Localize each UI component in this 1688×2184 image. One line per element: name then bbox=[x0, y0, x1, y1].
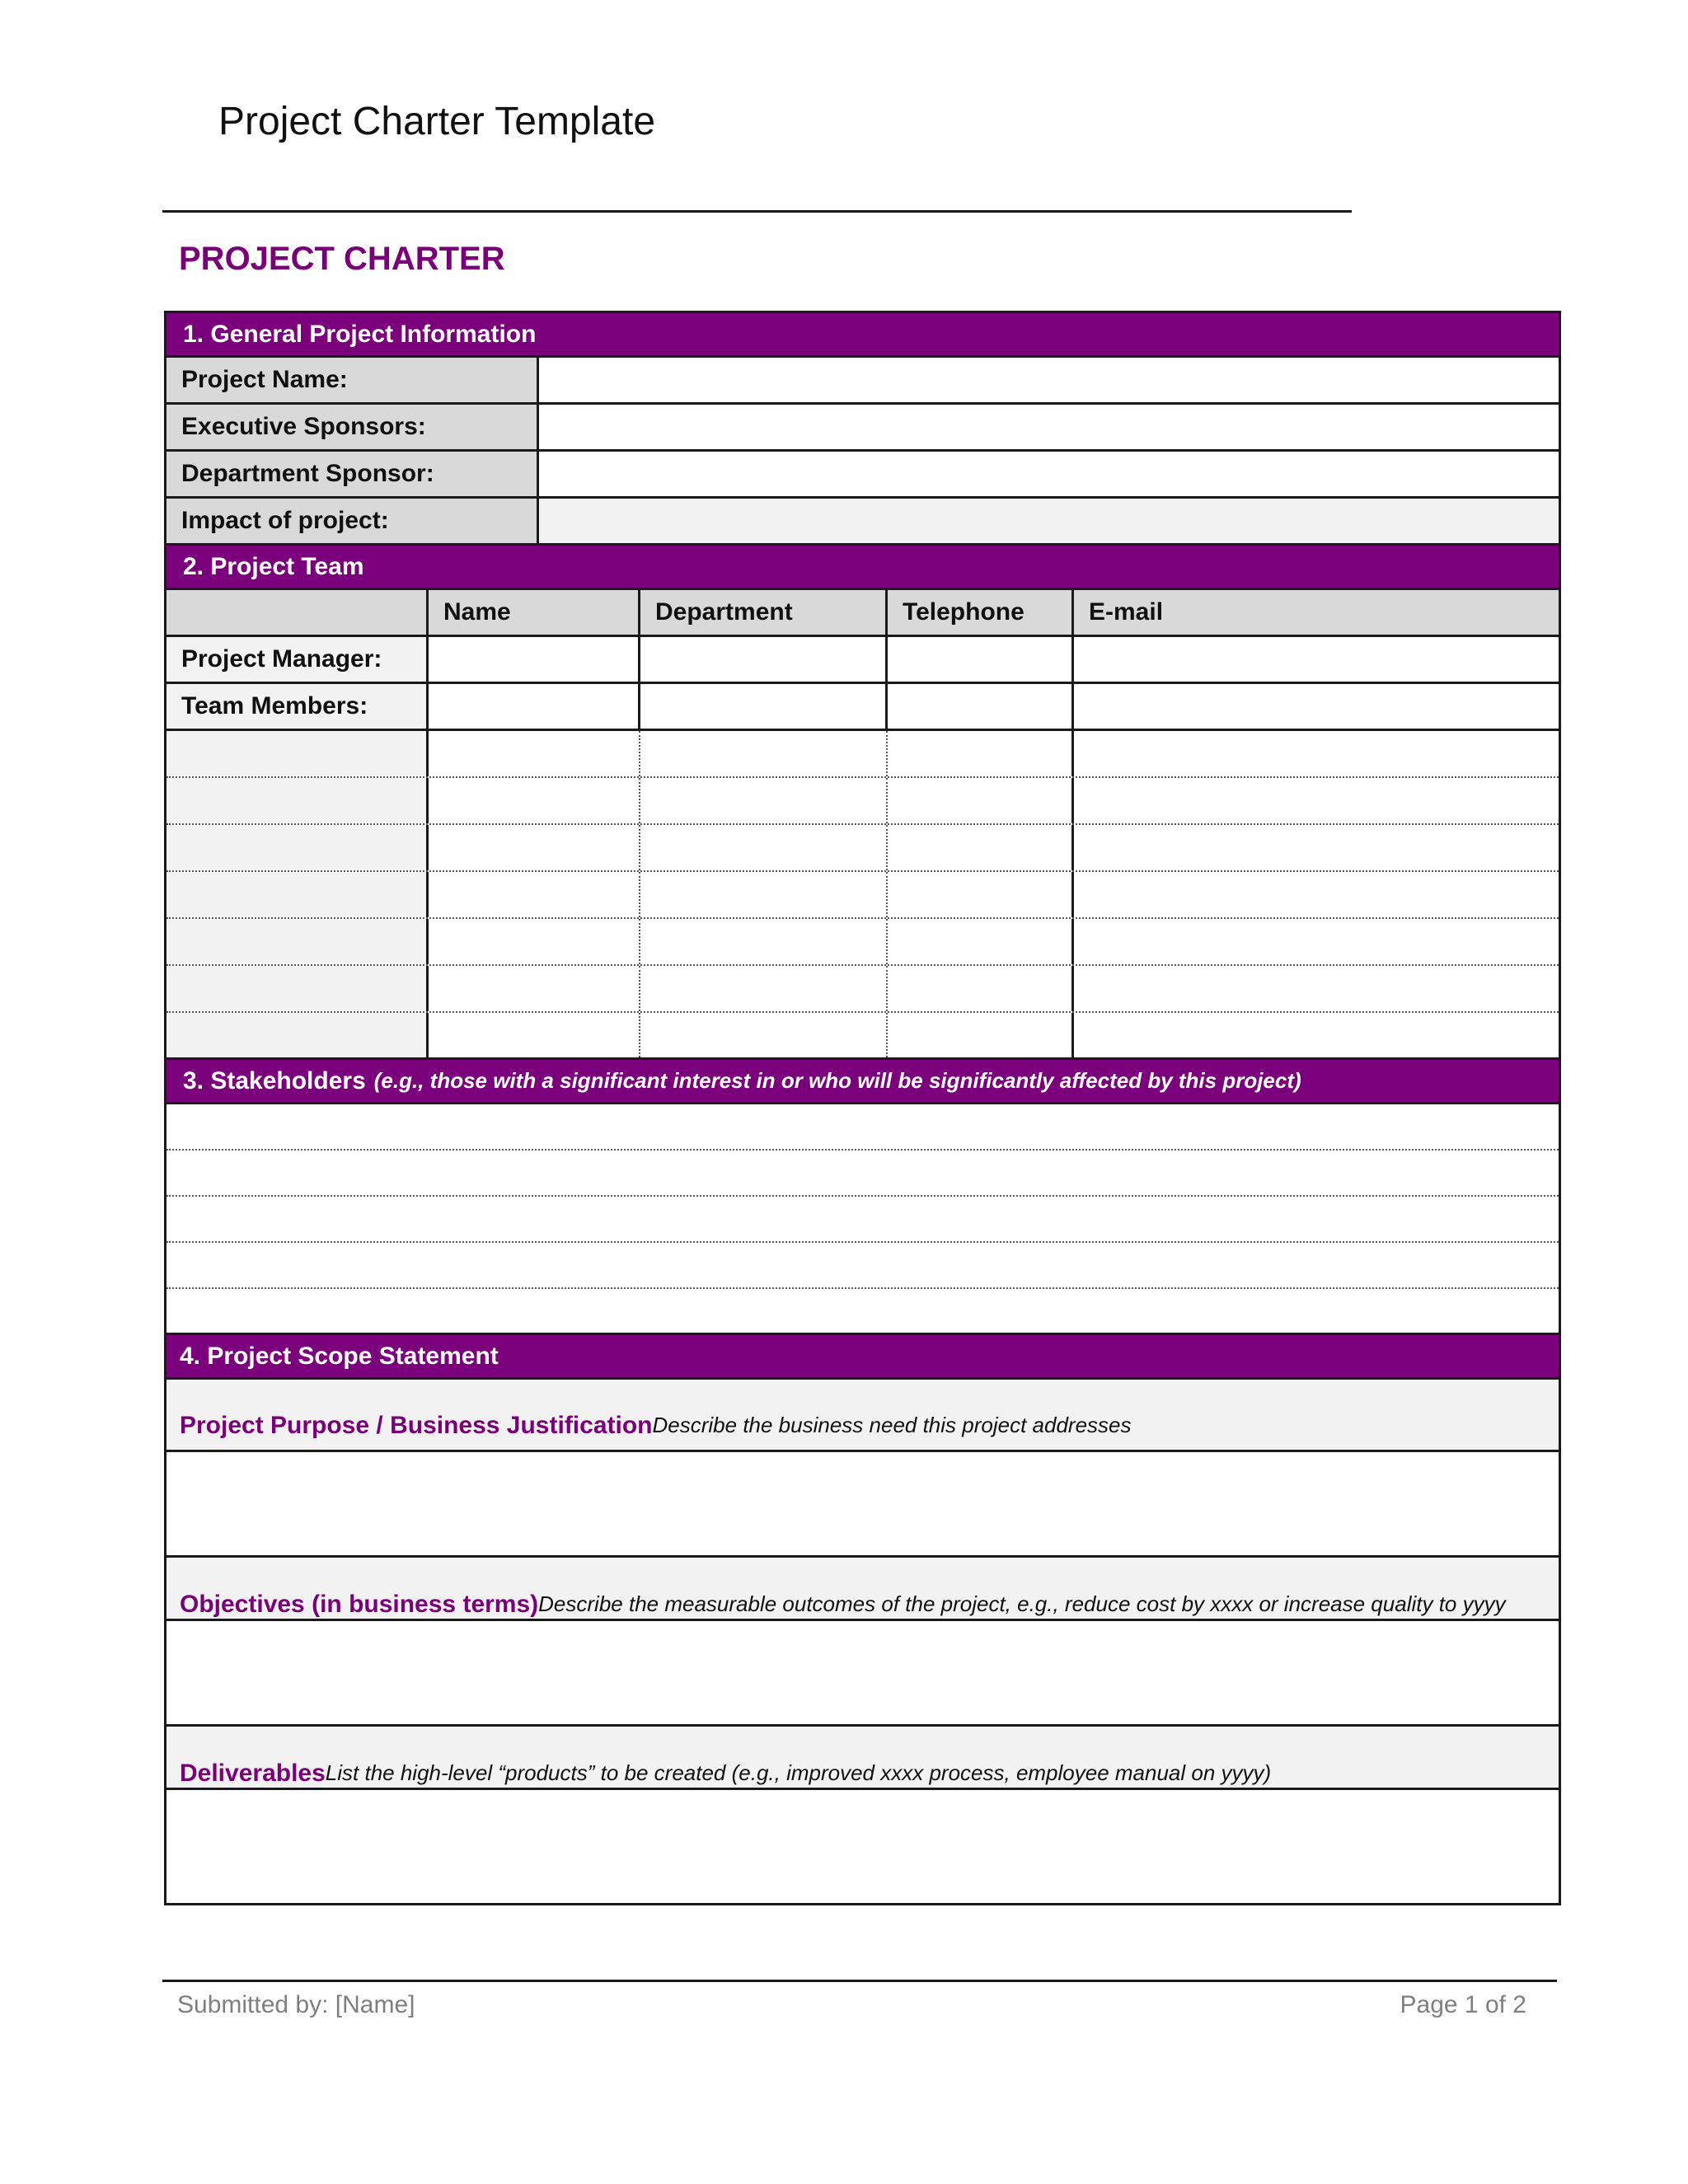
table-cell[interactable] bbox=[640, 684, 888, 729]
charter-heading: PROJECT CHARTER bbox=[179, 241, 505, 277]
impact-label: Impact of project: bbox=[166, 499, 539, 543]
executive-sponsors-field[interactable] bbox=[539, 405, 1559, 449]
impact-field[interactable] bbox=[539, 499, 1559, 543]
table-cell[interactable] bbox=[888, 731, 1074, 776]
title-divider bbox=[162, 210, 1352, 213]
team-col-name: Name bbox=[429, 590, 640, 635]
deliverables-label: Deliverables bbox=[180, 1760, 326, 1787]
stakeholder-row[interactable] bbox=[166, 1151, 1559, 1197]
table-cell[interactable] bbox=[1074, 1013, 1559, 1057]
table-cell[interactable] bbox=[888, 778, 1074, 823]
stakeholder-row[interactable] bbox=[166, 1104, 1559, 1151]
table-cell[interactable] bbox=[1074, 731, 1559, 776]
table-row bbox=[166, 825, 1559, 872]
table-cell[interactable] bbox=[429, 731, 640, 776]
table-row bbox=[166, 872, 1559, 919]
section-general-title: 1. General Project Information bbox=[183, 320, 537, 348]
section-general-header bbox=[166, 313, 1559, 358]
table-row bbox=[166, 778, 1559, 825]
table-cell[interactable] bbox=[640, 825, 888, 870]
table-cell[interactable] bbox=[888, 919, 1074, 964]
info-row-executive-sponsors bbox=[166, 405, 1559, 452]
table-cell[interactable] bbox=[1074, 966, 1559, 1011]
table-cell[interactable] bbox=[640, 731, 888, 776]
table-cell[interactable] bbox=[888, 825, 1074, 870]
table-row bbox=[166, 966, 1559, 1013]
table-cell[interactable] bbox=[640, 966, 888, 1011]
objectives-label: Objectives (in business terms) bbox=[180, 1591, 539, 1618]
table-cell[interactable] bbox=[166, 966, 429, 1011]
deliverables-description: List the high-level “products” to be created (e.g., improved xxxx process, employee manual on yyyy) bbox=[325, 1760, 1272, 1785]
section-stakeholders-note: (e.g., those with a significant interest in or who will be significantly affected by this project) bbox=[373, 1068, 1301, 1093]
table-cell[interactable] bbox=[888, 1013, 1074, 1057]
stakeholder-row[interactable] bbox=[166, 1197, 1559, 1243]
stakeholder-row[interactable] bbox=[166, 1289, 1559, 1335]
table-cell[interactable] bbox=[640, 637, 888, 682]
table-cell[interactable] bbox=[166, 872, 429, 917]
deliverables-field[interactable] bbox=[166, 1790, 1559, 1905]
project-name-field[interactable] bbox=[539, 358, 1559, 402]
objectives-description: Describe the measurable outcomes of the project, e.g., reduce cost by xxxx or increase quality to yyyy bbox=[538, 1591, 1506, 1616]
table-cell[interactable] bbox=[166, 778, 429, 823]
submitted-by: Submitted by: [Name] bbox=[177, 1991, 415, 2018]
objectives-field[interactable] bbox=[166, 1621, 1559, 1727]
info-row-project-name bbox=[166, 358, 1559, 405]
team-header-row bbox=[166, 590, 1559, 637]
table-cell[interactable] bbox=[888, 872, 1074, 917]
table-cell[interactable] bbox=[166, 825, 429, 870]
table-cell[interactable] bbox=[640, 872, 888, 917]
table-row bbox=[166, 1013, 1559, 1060]
team-row-members bbox=[166, 684, 1559, 731]
purpose-description: Describe the business need this project addresses bbox=[652, 1413, 1132, 1437]
table-cell[interactable] bbox=[640, 919, 888, 964]
table-cell[interactable] bbox=[640, 778, 888, 823]
department-sponsor-field[interactable] bbox=[539, 452, 1559, 496]
table-cell[interactable] bbox=[166, 731, 429, 776]
section-team-title: 2. Project Team bbox=[183, 552, 364, 580]
page-number: Page 1 of 2 bbox=[1400, 1991, 1526, 2018]
table-cell[interactable] bbox=[888, 637, 1074, 682]
team-col-telephone: Telephone bbox=[888, 590, 1074, 635]
deliverables-label-row bbox=[166, 1727, 1559, 1790]
section-scope-header bbox=[166, 1335, 1559, 1380]
table-row bbox=[166, 731, 1559, 778]
table-cell[interactable] bbox=[1074, 684, 1559, 729]
executive-sponsors-label: Executive Sponsors: bbox=[166, 405, 539, 449]
table-cell[interactable] bbox=[429, 1013, 640, 1057]
table-cell[interactable] bbox=[429, 919, 640, 964]
stakeholder-row[interactable] bbox=[166, 1243, 1559, 1289]
section-stakeholders-title: 3. Stakeholders bbox=[183, 1066, 366, 1094]
section-scope-title: 4. Project Scope Statement bbox=[180, 1342, 499, 1370]
team-members-label: Team Members: bbox=[166, 684, 429, 729]
table-cell[interactable] bbox=[429, 778, 640, 823]
document-title: Project Charter Template bbox=[218, 100, 656, 143]
table-cell[interactable] bbox=[166, 919, 429, 964]
table-cell[interactable] bbox=[429, 637, 640, 682]
table-cell[interactable] bbox=[429, 825, 640, 870]
project-name-label: Project Name: bbox=[166, 358, 539, 402]
section-team-header bbox=[166, 546, 1559, 590]
table-cell[interactable] bbox=[888, 966, 1074, 1011]
info-row-department-sponsor bbox=[166, 452, 1559, 499]
table-cell[interactable] bbox=[640, 1013, 888, 1057]
objectives-label-row bbox=[166, 1558, 1559, 1621]
team-col-department: Department bbox=[640, 590, 888, 635]
purpose-label: Project Purpose / Business Justification bbox=[180, 1412, 653, 1439]
info-row-impact bbox=[166, 499, 1559, 546]
section-stakeholders-header bbox=[166, 1060, 1559, 1104]
purpose-field[interactable] bbox=[166, 1452, 1559, 1558]
team-col-email: E-mail bbox=[1089, 598, 1164, 626]
table-cell[interactable] bbox=[429, 684, 640, 729]
table-cell[interactable] bbox=[1074, 919, 1559, 964]
table-cell[interactable] bbox=[1074, 778, 1559, 823]
table-cell[interactable] bbox=[1074, 637, 1559, 682]
table-row bbox=[166, 919, 1559, 966]
footer-divider bbox=[162, 1980, 1557, 1982]
table-cell[interactable] bbox=[1074, 825, 1559, 870]
table-cell[interactable] bbox=[1074, 872, 1559, 917]
purpose-label-row bbox=[166, 1380, 1559, 1452]
project-manager-label: Project Manager: bbox=[166, 637, 429, 682]
table-cell[interactable] bbox=[429, 966, 640, 1011]
team-row-manager bbox=[166, 637, 1559, 684]
table-cell[interactable] bbox=[166, 1013, 429, 1057]
charter-form bbox=[164, 311, 1561, 1905]
team-header-blank bbox=[166, 590, 429, 635]
table-cell[interactable] bbox=[888, 684, 1074, 729]
table-cell[interactable] bbox=[429, 872, 640, 917]
department-sponsor-label: Department Sponsor: bbox=[166, 452, 539, 496]
